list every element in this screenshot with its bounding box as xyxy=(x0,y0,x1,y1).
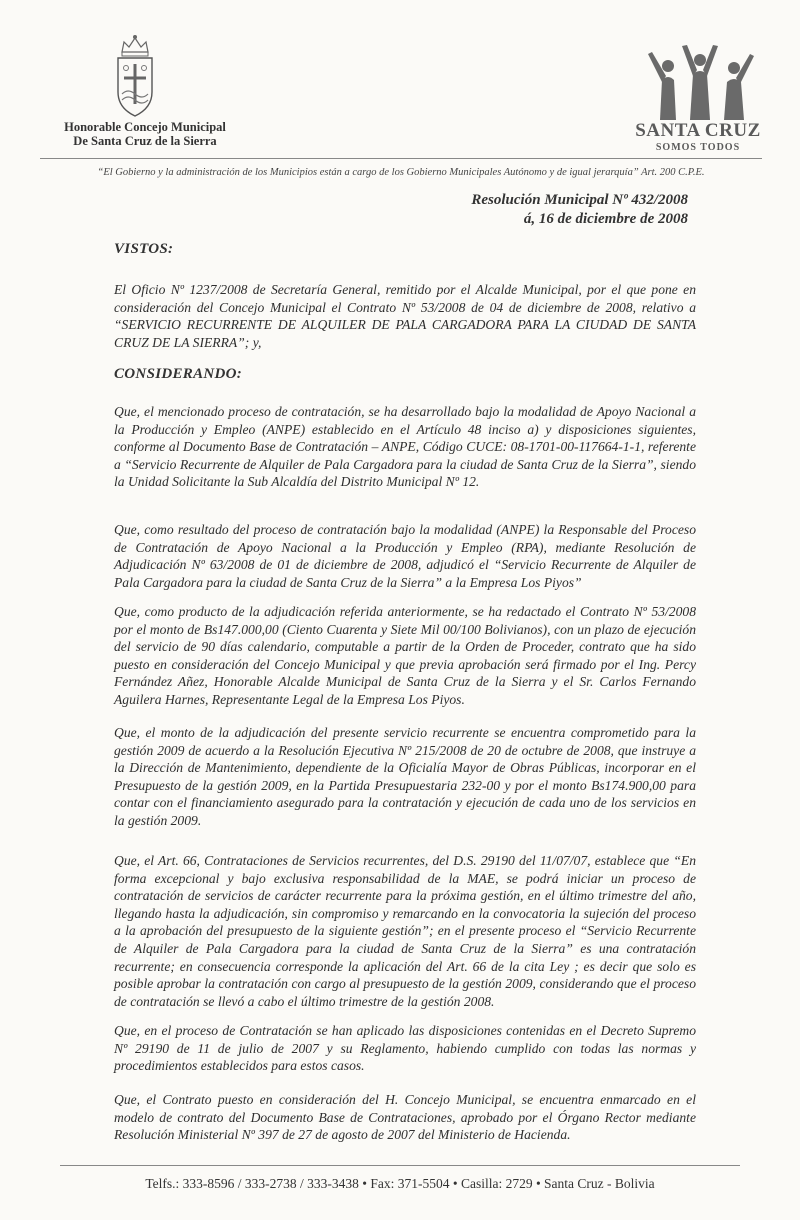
santa-cruz-logo xyxy=(628,40,788,152)
paragraph: Que, como resultado del proceso de contratación bajo la modalidad (ANPE) la Responsable del Proceso de Contratación de Apoyo Nacional a la Producción y Empleo (RPA), mediante Resolución de Adjudicación Nº 63/2008 de 01 de diciembre de 2008, adjudicó el “Servicio Recurrente de Alquiler de Pala Cargadora para la ciudad de Santa Cruz de la Sierra” a la Empresa Los Piyos” xyxy=(114,522,696,590)
coat-of-arms-icon xyxy=(110,32,160,124)
section-heading-vistos: VISTOS: xyxy=(114,241,174,257)
paragraph: El Oficio Nº 1237/2008 de Secretaría General, remitido por el Alcalde Municipal, por el que pone en consideración del Concejo Municipal el Contrato Nº 53/2008 de 04 de diciembre de 2008, relativo a “SERVICIO RECURRENTE DE ALQUILER DE PALA CARGADORA PARA LA CIUDAD DE SANTA CRUZ DE LA SIERRA”; y, xyxy=(114,282,696,350)
paragraph: Que, el monto de la adjudicación del presente servicio recurrente se encuentra comprometido para la gestión 2009 de acuerdo a la Resolución Ejecutiva Nº 215/2008 de 20 de octubre de 2008, que instruye a la Dirección de Mantenimiento, dependiente de la Oficialía Mayor de Obras Públicas, incorporar en el Presupuesto de la gestión 2009, en la Partida Presupuestaria 232-00 y por el monto Bs174.900,00 para contar con el financiamiento asegurado para la contratación y ejecución de cada uno de los servicios en la gestión 2009. xyxy=(114,725,696,828)
resolution-number: Resolución Municipal Nº 432/2008 xyxy=(471,192,688,208)
council-name-line2: De Santa Cruz de la Sierra xyxy=(73,134,217,148)
footer-divider xyxy=(60,1165,740,1166)
constitution-quote: “El Gobierno y la administración de los Municipios están a cargo de los Gobierno Municipales Autónomo y de igual jerarquía” Art. 200 C.P.E. xyxy=(97,167,705,178)
footer-contact: Telfs.: 333-8596 / 333-2738 / 333-3438 • Fax: 371-5504 • Casilla: 2729 • Santa Cruz - Bolivia xyxy=(145,1176,655,1191)
somos-todos-figures-icon xyxy=(638,40,758,120)
brand-slogan: SOMOS TODOS xyxy=(655,142,741,153)
paragraph: Que, el mencionado proceso de contratación, se ha desarrollado bajo la modalidad de Apoyo Nacional a la Producción y Empleo (ANPE) establecido en el Artículo 48 inciso a) y disposiciones siguientes, conforme al Documento Base de Contratación – ANPE, Código CUCE: 08-1701-00-117664-1-1, referente a “Servicio Recurrente de Alquiler de Pala Cargadora para la ciudad de Santa Cruz de la Sierra”, siendo la Unidad Solicitante la Sub Alcaldía del Distrito Municipal Nº 12. xyxy=(114,404,696,490)
council-name xyxy=(40,120,250,148)
paragraph: Que, el Contrato puesto en consideración del H. Concejo Municipal, se encuentra enmarcado en el modelo de contrato del Documento Base de Contrataciones, aprobado por el Órgano Rector mediante Resolución Ministerial Nº 397 de 27 de agosto de 2007 del Ministerio de Hacienda. xyxy=(114,1092,696,1143)
section-heading-considerando: CONSIDERANDO: xyxy=(114,366,243,382)
paragraph: Que, el Art. 66, Contrataciones de Servicios recurrentes, del D.S. 29190 del 11/07/07, establece que “En forma excepcional y bajo exclusiva responsabilidad de la MAE, se podrá iniciar un proceso de contratación de servicios de carácter recurrente para la próxima gestión, en el último trimestre del año, llegando hasta la adjudicación, sin compromiso y remarcando en la convocatoria la sujeción del proceso a la aprobación del presupuesto de la siguiente gestión”; en el presente proceso el “Servicio Recurrente de Alquiler de Pala Cargadora para la ciudad de Santa Cruz de la Sierra” es una contratación recurrente; en consecuencia corresponde la aplicación del Art. 66 de la cita Ley ; es decir que solo es posible aprobar la contratación con cargo al presupuesto de la gestión 2009, considerando que el proceso de contratación se llevó a cabo el último trimestre de la gestión 2008. xyxy=(114,853,696,1009)
paragraph: Que, como producto de la adjudicación referida anteriormente, se ha redactado el Contrato Nº 53/2008 por el monto de Bs147.000,00 (Ciento Cuarenta y Siete Mil 00/100 Bolivianos), con un plazo de ejecución del servicio de 90 días calendario, computable a partir de la Orden de Proceder, contrato que ha sido puesto en consideración del Concejo Municipal y que previa aprobación será firmado por el Ing. Percy Fernández Añez, Honorable Alcalde Municipal de Santa Cruz de la Sierra y el Sr. Carlos Fernando Aguilera Harnes, Representante Legal de la Empresa Los Piyos. xyxy=(114,604,696,707)
council-name-line1: Honorable Concejo Municipal xyxy=(64,120,226,134)
paragraph: Que, en el proceso de Contratación se han aplicado las disposiciones contenidas en el Decreto Supremo Nº 29190 de 11 de julio de 2007 y su Reglamento, habiendo cumplido con todas las normas y procedimientos establecidos para estos casos. xyxy=(114,1023,696,1074)
header-divider xyxy=(40,158,762,159)
resolution-date: á, 16 de diciembre de 2008 xyxy=(523,211,688,227)
brand-name: SANTA CRUZ xyxy=(635,120,761,141)
